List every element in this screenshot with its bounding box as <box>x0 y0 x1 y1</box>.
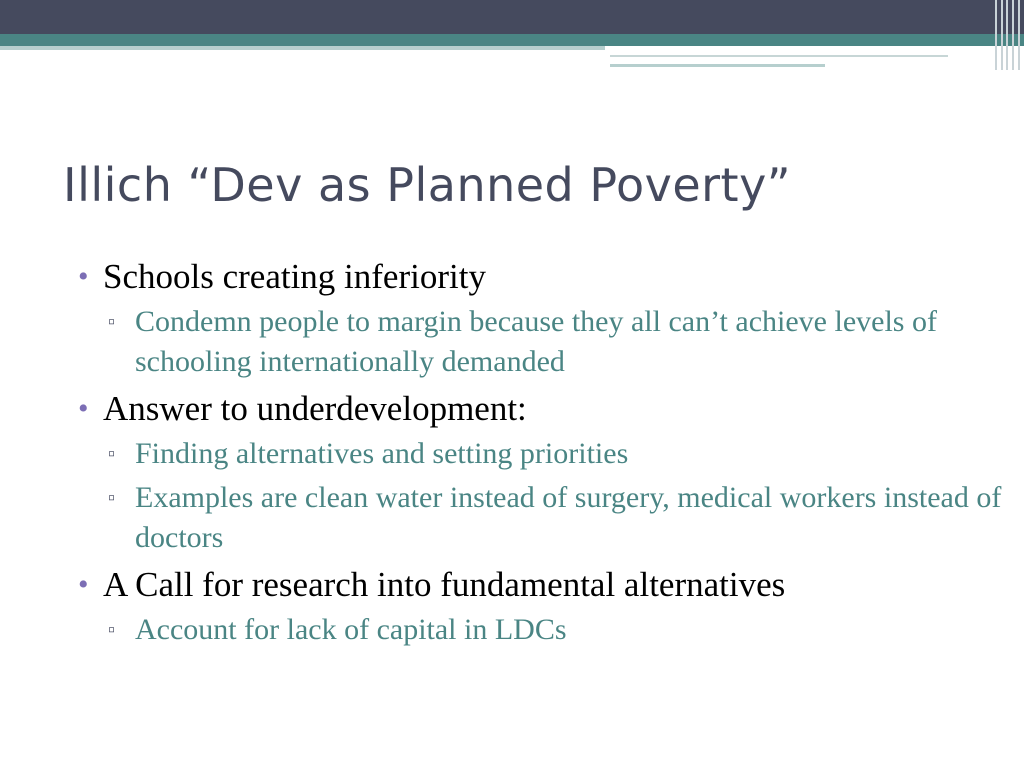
sub-bullet-text: Condemn people to margin because they all can’t achieve levels of schooling internationally demanded <box>135 305 937 378</box>
sub-bullet-text: Finding alternatives and setting priorities <box>135 437 629 470</box>
sub-bullet-text: Account for lack of capital in LDCs <box>135 613 567 646</box>
bullet-text: Schools creating inferiority <box>103 257 486 296</box>
bullet-item <box>78 564 1008 606</box>
square-bullet-icon: ▫ <box>108 619 116 641</box>
bullet-text: Answer to underdevelopment: <box>103 389 527 428</box>
header-teal-band <box>0 34 1024 46</box>
sub-bullet-item <box>78 302 1008 382</box>
slide-title: Illich “Dev as Planned Poverty” <box>63 158 792 212</box>
header-short-line <box>610 64 825 67</box>
bullet-text: A Call for research into fundamental alternatives <box>103 565 786 604</box>
bullet-list <box>78 256 1008 650</box>
header-dark-band <box>0 0 1024 34</box>
header-thin-line <box>610 55 948 57</box>
bullet-dot-icon: • <box>78 392 89 425</box>
square-bullet-icon: ▫ <box>108 487 116 509</box>
header-light-band <box>0 46 605 50</box>
bullet-item <box>78 256 1008 298</box>
sub-bullet-item <box>78 434 1008 474</box>
header-vertical-stripes <box>993 0 1024 70</box>
square-bullet-icon: ▫ <box>108 443 116 465</box>
bullet-dot-icon: • <box>78 260 89 293</box>
sub-bullet-item <box>78 478 1008 558</box>
bullet-item <box>78 388 1008 430</box>
sub-bullet-item <box>78 610 1008 650</box>
bullet-dot-icon: • <box>78 568 89 601</box>
sub-bullet-text: Examples are clean water instead of surgery, medical workers instead of doctors <box>135 481 1002 554</box>
square-bullet-icon: ▫ <box>108 311 116 333</box>
